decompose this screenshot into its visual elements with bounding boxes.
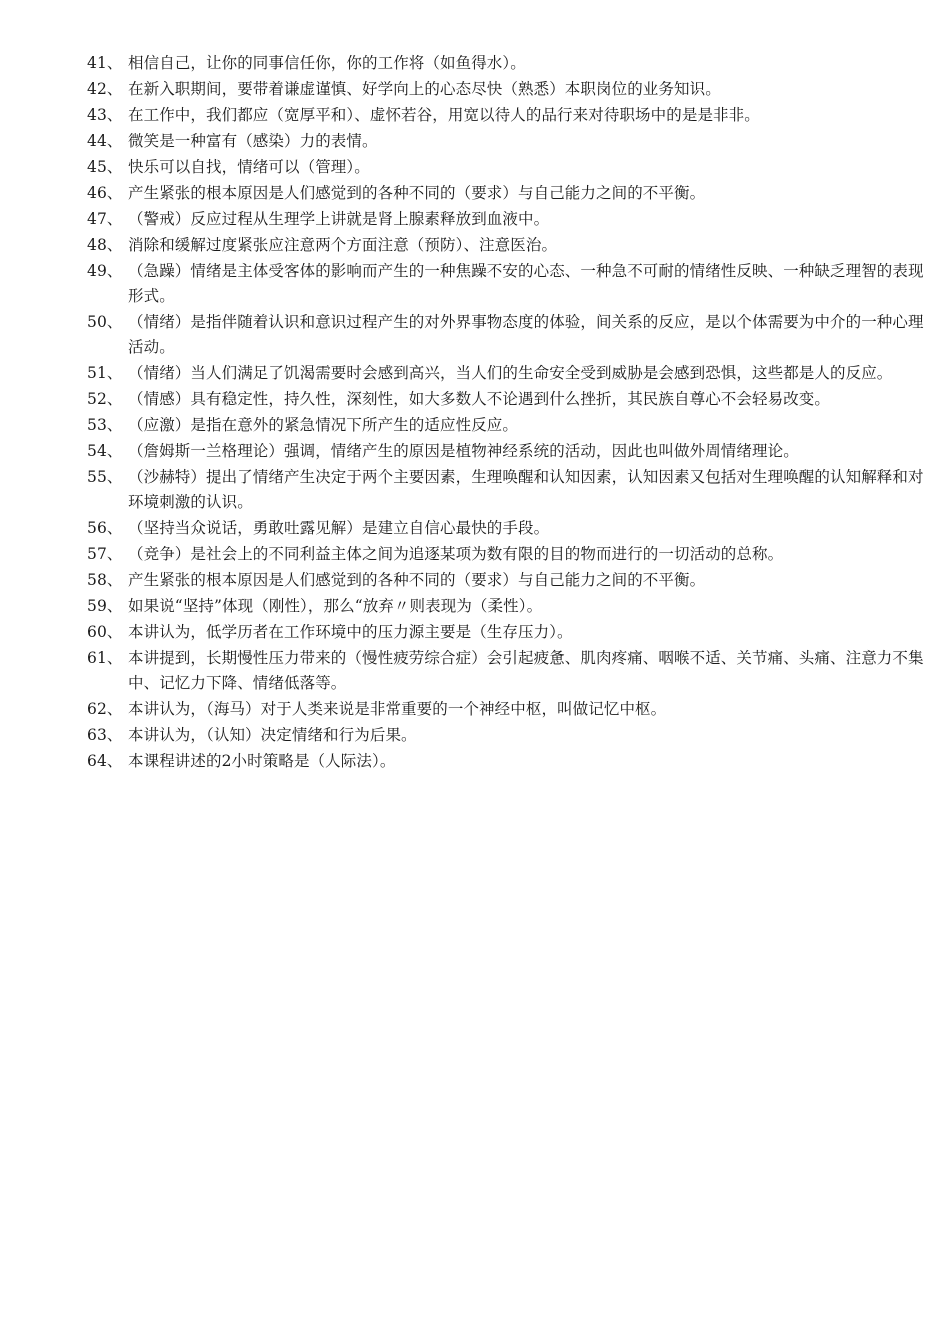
list-item [0,77,950,102]
list-item [0,233,950,258]
item-number: 47、 [87,210,123,228]
item-number: 41、 [87,54,123,72]
item-number: 48、 [87,236,123,254]
list-item [0,361,950,386]
item-number: 49、 [87,262,123,280]
list-item [0,439,950,464]
item-text: 消除和缓解过度紧张应注意两个方面注意（预防）、注意医治。 [128,236,558,254]
list-item [0,181,950,206]
list-item [0,594,950,619]
item-text: 本讲认为，（海马）对于人类来说是非常重要的一个神经中枢，叫做记忆中枢。 [128,700,667,718]
list-item [0,465,950,515]
item-text: （詹姆斯一兰格理论）强调，情绪产生的原因是植物神经系统的活动，因此也叫做外周情绪理论。 [128,442,799,460]
list-item [0,620,950,645]
item-text: 本讲认为，低学历者在工作环境中的压力源主要是（生存压力）。 [128,623,573,641]
item-text: （竞争）是社会上的不同利益主体之间为追逐某项为数有限的目的物而进行的一切活动的总称。 [128,545,784,563]
list-item [0,697,950,722]
list-item [0,259,950,309]
item-text: （情绪）是指伴随着认识和意识过程产生的对外界事物态度的体验，间关系的反应，是以个体需要为中介的一种心理活动。 [128,313,924,356]
item-number: 58、 [87,571,123,589]
list-item [0,646,950,696]
item-text: 在工作中，我们都应（宽厚平和）、虚怀若谷，用宽以待人的品行来对待职场中的是是非非。 [128,106,760,124]
item-number: 60、 [87,623,123,641]
list-item [0,310,950,360]
item-text: （情感）具有稳定性，持久性，深刻性，如大多数人不论遇到什么挫折，其民族自尊心不会轻易改变。 [128,390,831,408]
item-text: （沙赫特）提出了情绪产生决定于两个主要因素，生理唤醒和认知因素，认知因素又包括对生理唤醒的认知解释和对环境刺激的认识。 [128,468,924,511]
item-number: 52、 [87,390,123,408]
list-item [0,723,950,748]
list-item [0,516,950,541]
item-text: 产生紧张的根本原因是人们感觉到的各种不同的（要求）与自己能力之间的不平衡。 [128,571,706,589]
item-number: 45、 [87,158,123,176]
item-number: 50、 [87,313,123,331]
item-number: 42、 [87,80,123,98]
list-item [0,155,950,180]
item-text: 快乐可以自找，情绪可以（管理）。 [128,158,370,176]
item-number: 63、 [87,726,123,744]
item-text: 本课程讲述的2小时策略是（人际法）。 [128,752,396,770]
question-list [0,51,950,774]
item-text: （警戒）反应过程从生理学上讲就是肾上腺素释放到血液中。 [128,210,550,228]
item-number: 59、 [87,597,123,615]
item-text: 在新入职期间，要带着谦虚谨慎、好学向上的心态尽快（熟悉）本职岗位的业务知识。 [128,80,721,98]
item-number: 51、 [87,364,123,382]
list-item [0,387,950,412]
list-item [0,207,950,232]
item-text: （应激）是指在意外的紧急情况下所产生的适应性反应。 [128,416,519,434]
item-number: 46、 [87,184,123,202]
item-text: 如果说“坚持”体现（刚性），那么“放弃〃则表现为（柔性）。 [128,597,543,615]
list-item [0,129,950,154]
item-text: （坚持当众说话，勇敢吐露见解）是建立自信心最快的手段。 [128,519,550,537]
item-text: 微笑是一种富有（感染）力的表情。 [128,132,378,150]
list-item [0,568,950,593]
list-item [0,542,950,567]
item-text: 本讲认为，（认知）决定情绪和行为后果。 [128,726,417,744]
list-item [0,103,950,128]
item-number: 54、 [87,442,123,460]
item-number: 56、 [87,519,123,537]
list-item [0,413,950,438]
item-text: 本讲提到，长期慢性压力带来的（慢性疲劳综合症）会引起疲惫、肌肉疼痛、咽喉不适、关节痛、头痛、注意力不集中、记忆力下降、情绪低落等。 [128,649,924,692]
list-item [0,51,950,76]
item-text: 相信自己，让你的同事信任你，你的工作将（如鱼得水）。 [128,54,526,72]
item-number: 57、 [87,545,123,563]
list-item [0,749,950,774]
item-number: 44、 [87,132,123,150]
item-text: （急躁）情绪是主体受客体的影响而产生的一种焦躁不安的心态、一种急不可耐的情绪性反映、一种缺乏理智的表现形式。 [128,262,924,305]
item-number: 62、 [87,700,123,718]
item-number: 55、 [87,468,123,486]
item-text: 产生紧张的根本原因是人们感觉到的各种不同的（要求）与自己能力之间的不平衡。 [128,184,706,202]
item-text: （情绪）当人们满足了饥渴需要时会感到高兴，当人们的生命安全受到威胁是会感到恐惧，这些都是人的反应。 [128,364,893,382]
item-number: 64、 [87,752,123,770]
item-number: 61、 [87,649,123,667]
item-number: 43、 [87,106,123,124]
item-number: 53、 [87,416,123,434]
